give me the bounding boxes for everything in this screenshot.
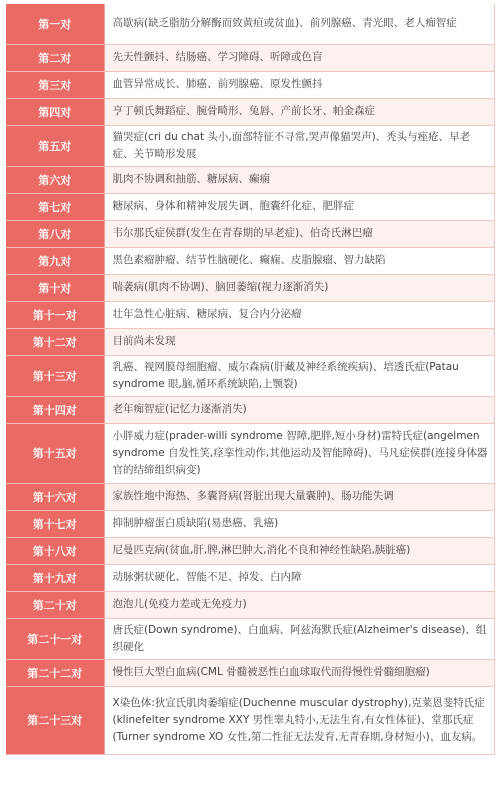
chromosome-pair-label: 第八对: [6, 220, 104, 247]
table-row: [6, 537, 494, 564]
disease-description: 糖尿病、身体和精神发展失调、胞囊纤化症、肥胖症: [104, 193, 494, 220]
disease-description: 小胖威力症(prader-willi syndrome 智障,肥胖,短小身材)雷特氏症(angelmen syndrome 自发性笑,痉挛性动作,其他运动及智能障碍)、马凡症侯群(连接身体器官的结缔组织病变): [104, 423, 494, 483]
chromosome-pair-label: 第二十一对: [6, 618, 104, 659]
table-row: [6, 510, 494, 537]
table-row: [6, 301, 494, 328]
table-row: [6, 355, 494, 396]
chromosome-pair-label: 第一对: [6, 4, 104, 44]
table-row: [6, 591, 494, 618]
disease-description: 泡泡儿(免疫力差或无免疫力): [104, 591, 494, 618]
disease-description: 老年痴智症(记忆力逐渐消失): [104, 396, 494, 423]
chromosome-pair-label: 第六对: [6, 166, 104, 193]
disease-description: 肌肉不协调和抽筋、糖尿病、癫痫: [104, 166, 494, 193]
table-row: [6, 166, 494, 193]
disease-description: 家族性地中海热、多囊肾病(肾脏出现大量囊肿)、肠功能失调: [104, 483, 494, 510]
disease-description: 亨丁顿氏舞蹈症、腕骨畸形、兔唇、产前长牙、帕金森症: [104, 98, 494, 125]
chromosome-pair-label: 第二十对: [6, 591, 104, 618]
chromosome-pair-label: 第四对: [6, 98, 104, 125]
chromosome-pair-label: 第十二对: [6, 328, 104, 355]
table-row: [6, 423, 494, 483]
table-row: [6, 220, 494, 247]
disease-description: 血管异常成长、肺癌、前列腺癌、原发性颤抖: [104, 71, 494, 98]
chromosome-pair-label: 第二十三对: [6, 686, 104, 754]
table-row: [6, 274, 494, 301]
disease-description: 壮年急性心脏病、糖尿病、复合内分泌瘤: [104, 301, 494, 328]
disease-description: 尼曼匹克病(贫血,肝,脾,淋巴肿大,消化不良和神经性缺陷,胰脏癌): [104, 537, 494, 564]
disease-description: 唐氏症(Down syndrome)、白血病、阿兹海默氏症(Alzheimer's disease)、组织硬化: [104, 618, 494, 659]
table-row: [6, 564, 494, 591]
chromosome-pair-label: 第二对: [6, 44, 104, 71]
table-row: [6, 247, 494, 274]
chromosome-pair-label: 第十对: [6, 274, 104, 301]
disease-description: 喘袭病(肌肉不协调)、脑回萎缩(视力逐渐消失): [104, 274, 494, 301]
chromosome-pair-label: 第十六对: [6, 483, 104, 510]
table-row: [6, 328, 494, 355]
disease-description: 抑制肿瘤蛋白质缺陷(易患癌、乳癌): [104, 510, 494, 537]
chromosome-pair-label: 第十一对: [6, 301, 104, 328]
table-row: [6, 483, 494, 510]
disease-description: 慢性巨大型白血病(CML 骨髓被恶性白血球取代而得慢性骨髓细胞瘤): [104, 659, 494, 686]
chromosome-pair-label: 第十八对: [6, 537, 104, 564]
table-row: [6, 659, 494, 686]
chromosome-pair-label: 第二十二对: [6, 659, 104, 686]
chromosome-pair-label: 第十九对: [6, 564, 104, 591]
chromosome-pair-label: 第三对: [6, 71, 104, 98]
disease-description: 猫哭症(cri du chat 头小,面部特征不寻常,哭声像猫哭声)、秃头与痤疮、早老症、关节畸形发展: [104, 125, 494, 166]
chromosome-disease-table: [6, 4, 495, 755]
table-row: [6, 4, 494, 44]
table-row: [6, 44, 494, 71]
table-row: [6, 125, 494, 166]
chromosome-pair-label: 第五对: [6, 125, 104, 166]
disease-description: 黑色素瘤肿瘤、结节性脑硬化、癫痫、皮脂腺瘤、智力缺陷: [104, 247, 494, 274]
disease-description: X染色体:狄宣氏肌肉萎缩症(Duchenne muscular dystrophy),克莱恩斐特氏症(klinefelter syndrome XXY 男性睾丸特小,无法生育,有女性体征)、堂那氏症(Turner syndrome XO 女性,第二性征无法发育,无青春期,身材短小)、血友病。: [104, 686, 494, 754]
disease-description: 乳癌、视网膜母细胞瘤、威尔森病(肝藏及神经系统疾病)、培透氏症(Patau syndrome 眼,脑,循环系统缺陷,上颚裂): [104, 355, 494, 396]
table-row: [6, 396, 494, 423]
table-row: [6, 71, 494, 98]
chromosome-pair-label: 第十五对: [6, 423, 104, 483]
disease-description: 先天性颤抖、结肠癌、学习障碍、听障或色盲: [104, 44, 494, 71]
disease-description: 动脉粥状硬化、智能不足、掉发、白内障: [104, 564, 494, 591]
table-row: [6, 686, 494, 754]
chromosome-pair-label: 第十七对: [6, 510, 104, 537]
disease-description: 高歇病(缺乏脂肪分解酶而致黄疸或贫血)、前列腺癌、青光眼、老人痴智症: [104, 4, 494, 44]
table-body: [6, 4, 494, 754]
chromosome-pair-label: 第十三对: [6, 355, 104, 396]
chromosome-pair-label: 第十四对: [6, 396, 104, 423]
disease-description: 韦尔那氏症侯群(发生在青春期的早老症)、伯奇氏淋巴瘤: [104, 220, 494, 247]
chromosome-pair-label: 第九对: [6, 247, 104, 274]
table-row: [6, 193, 494, 220]
table-row: [6, 618, 494, 659]
disease-description: 目前尚未发现: [104, 328, 494, 355]
chromosome-pair-label: 第七对: [6, 193, 104, 220]
table-row: [6, 98, 494, 125]
